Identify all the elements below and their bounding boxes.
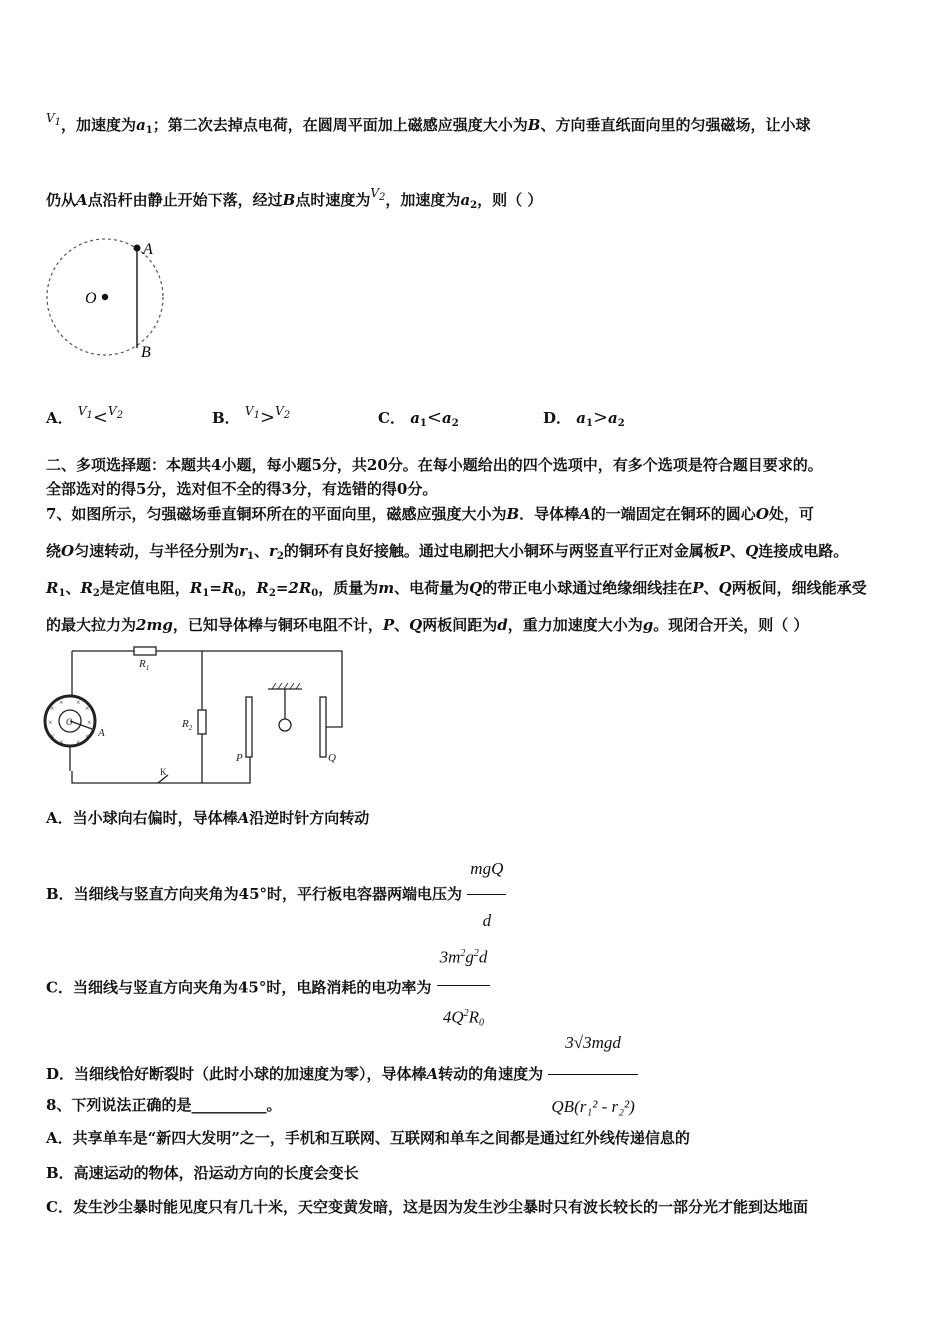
q7-line1: 7、如图所示，匀强磁场垂直铜环所在的平面向里，磁感应强度大小为B．导体棒A的一端固定在铜环的圆心O处，可 <box>46 505 814 523</box>
section2-line2: 全部选对的得5分，选对但不全的得3分，有选错的得0分。 <box>46 480 438 498</box>
label-r2: $R_2$ <box>182 718 193 732</box>
q8-stem: 8、下列说法正确的是__________。 <box>46 1096 282 1114</box>
svg-text:×: × <box>59 738 64 747</box>
q7-option-b[interactable]: B．当细线与竖直方向夹角为45°时，平行板电容器两端电压为 $\frac{\text{mgQ}}{d}$ <box>46 845 506 945</box>
label-q: Q <box>328 752 336 764</box>
q6-option-a[interactable]: A． $^{V_1}$<$^{V_2}$ <box>46 404 124 428</box>
label-o: O <box>85 290 97 307</box>
fraction-b: $\frac{\text{mgQ}}{d}$ <box>467 845 506 945</box>
q6-line1: $^{V_1}$，加速度为$a_1$；第二次去掉点电荷，在圆周平面加上磁感应强度大小为B、方向垂直纸面向里的匀强磁场，让小球 <box>46 111 811 136</box>
q6-option-d[interactable]: D． $a_1>a_2$ <box>543 407 625 429</box>
svg-text:×: × <box>85 732 90 741</box>
svg-text:×: × <box>76 738 81 747</box>
q7-line4: 的最大拉力为2mg，已知导体棒与铜环电阻不计，P、Q两板间距为d，重力加速度大小为g。现闭合开关，则（ ） <box>46 616 809 634</box>
fraction-d: $\frac{\text{3√3mgd}}{\text{QB(r₁² - r₂²)}}$ <box>548 1013 637 1137</box>
svg-text:×: × <box>85 704 90 713</box>
label-o: O <box>66 717 73 727</box>
svg-text:×: × <box>76 698 81 707</box>
q7-option-d[interactable]: D．当细线恰好断裂时（此时小球的加速度为零），导体棒A转动的角速度为 $\frac{\text{3√3mgd}}{\text{QB(r₁² - r₂²)}}$ <box>46 1013 638 1137</box>
q6-option-c[interactable]: C． $a_1<a_2$ <box>378 407 459 429</box>
resistor-r1 <box>134 647 156 655</box>
svg-text:×: × <box>50 704 55 713</box>
q7-circuit-figure <box>40 645 355 790</box>
plate-q <box>320 697 326 757</box>
q8-option-c[interactable]: C．发生沙尘暴时能见度只有几十米，天空变黄发暗，这是因为发生沙尘暴时只有波长较长的一部分光才能到达地面 <box>46 1198 808 1216</box>
q7-line2: 绕O匀速转动，与半径分别为$r_1$、$r_2$的铜环有良好接触。通过电刷把大小铜环与两竖直平行正对金属板P、Q连接成电路。 <box>46 542 849 562</box>
q6-option-b[interactable]: B． $^{V_1}$>$^{V_2}$ <box>212 404 291 428</box>
q7-option-c[interactable]: C．当细线与竖直方向夹角为45°时，电路消耗的电功率为 $\frac{3m^2g^2d}{4Q^2R_0}$ <box>46 928 490 1049</box>
q6-line2: 仍从A点沿杆由静止开始下落，经过B点时速度为$^{V_2}$，加速度为$a_2$，则（ ） <box>46 186 543 211</box>
point-a <box>134 245 141 252</box>
plate-p <box>246 697 252 757</box>
section2-line1: 二、多项选择题：本题共4小题，每小题5分，共20分。在每小题给出的四个选项中，有多个选项是符合题目要求的。 <box>46 456 823 474</box>
center-point <box>102 294 108 300</box>
label-a: A <box>98 727 105 739</box>
q6-circle-figure <box>40 230 180 365</box>
label-p: P <box>236 752 243 764</box>
svg-text:×: × <box>87 718 92 727</box>
label-b: B <box>141 344 151 361</box>
q8-option-b[interactable]: B．高速运动的物体，沿运动方向的长度会变长 <box>46 1164 359 1182</box>
svg-text:×: × <box>59 698 64 707</box>
svg-text:×: × <box>48 718 53 727</box>
label-a: A <box>143 241 153 258</box>
fraction-c: $\frac{3m^2g^2d}{4Q^2R_0}$ <box>437 928 491 1049</box>
q7-line3: $R_1$、$R_2$是定值电阻，$R_1=R_0$，$R_2=2R_0$，质量为m、电荷量为Q的带正电小球通过绝缘细线挂在P、Q两板间，细线能承受 <box>46 579 867 599</box>
label-k: K <box>160 767 167 777</box>
q8-option-a[interactable]: A．共享单车是“新四大发明”之一，手机和互联网、互联网和单车之间都是通过红外线传递信息的 <box>46 1129 690 1147</box>
label-r1: $R_1$ <box>139 658 150 672</box>
svg-text:×: × <box>50 732 55 741</box>
q7-option-a[interactable]: A．当小球向右偏时，导体棒A沿逆时针方向转动 <box>46 809 370 827</box>
resistor-r2 <box>198 710 206 734</box>
charged-ball <box>279 719 291 731</box>
